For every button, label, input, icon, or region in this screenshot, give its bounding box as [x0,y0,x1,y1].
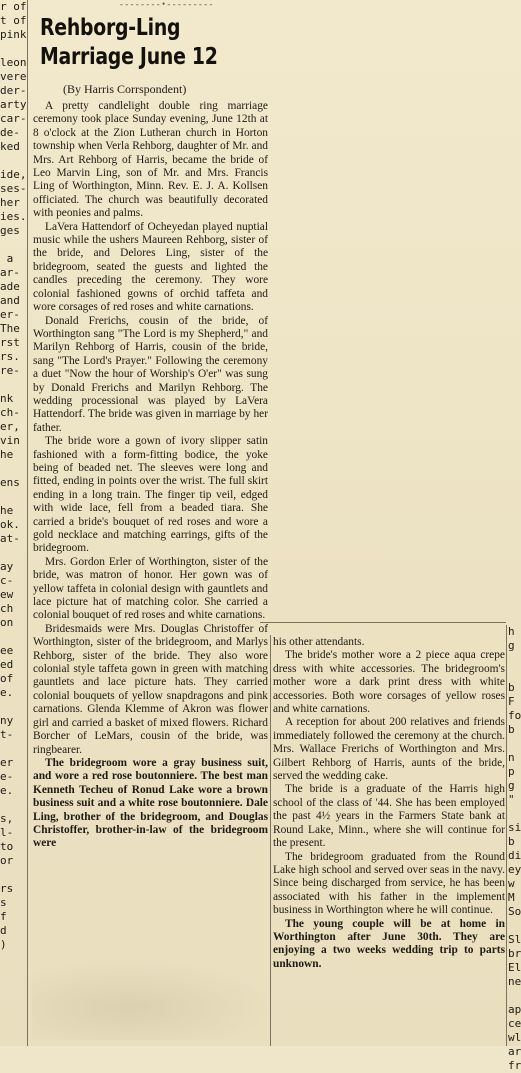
paragraph: his other attendants. [273,636,365,648]
paragraph: A reception for about 200 relatives and friends immediately followed the ceremony at the church. Mrs. Wallace Frerichs of Worthington and Mrs. Gilbert Rehborg of Harris, aunts of the bride, served the wedding cake. [273,716,505,783]
column-rule-left [27,0,28,1046]
paragraph: The bride wore a gown of ivory slipper satin fashioned with a form-fitting bodice, the yoke being of beaded net. The sleeves were long and fitted, ending in points over the wrist. The full skirt ending in a long train. The finger tip veil, edged with wide lace, fell from a beaded tiara. She carried a bride's bouquet of red roses and wore a gold necklace and matching earrings, gifts of the bridegroom. [33,435,268,555]
header-bullet: • [161,0,166,9]
paragraph: The bride's mother wore a 2 piece aqua crepe dress with white accessories. The bridegroom's mother wore a dark print dress with white accessories. Both wore corsages of yellow roses and white carnations. [273,649,505,716]
paragraph: Bridesmaids were Mrs. Douglas Christoffer of Worthington, sister of the bridegroom, and Marlys Rehborg, sister of the bride. They also wore colonial style taffeta gown in green with matching gauntlets and lace picture hats. They carried colonial bouquets of yellow snapdragons and pink carnations. Glenda Klemme of Akron was flower girl and carried a basket of mixed flowers. Richard Borcher of LeMars, cousin of the bride, was ringbearer. [33,622,268,756]
paragraph: LaVera Hattendorf of Ocheyedan played nuptial music while the ushers Maureen Rehborg, sister of the bride, and Delores Ling, sister of the bridegroom, seated the guests and lighted the candles preceding the ceremony. They wore colonial fashioned gowns of orchid taffeta and wore corsages of red roses and white carnations. [33,220,268,314]
column-rule-center [270,635,271,1046]
paragraph: Donald Frerichs, cousin of the bride, of Worthington sang "The Lord is my Shepherd," and Marilyn Rehborg of Harris, cousin of the bride, sang "The Lord's Prayer." Following the ceremony a duet "Now the hour of Worship's O'er" was sung by Donald Frerichs and Marilyn Rehborg. The wedding processional was played by LaVera Hattendorf. The bride was given in marriage by her father. [33,314,268,434]
paragraph: The bridegroom graduated from the Round Lake high school and served over seas in the navy. Since being discharged from service, he has been associated with his father in the implement business in Worthington where he will continue. [273,850,505,917]
article-byline: (By Harris Corrspondent) [63,82,187,96]
paragraph: The bride is a graduate of the Harris high school of the class of '44. She has been employed the past 4½ years in the Farmers State bank at Round Lake, Minn., where she will continue for the present. [273,783,505,850]
article-column-1 [33,100,268,851]
headline-line-1: Rehborg-Ling [40,15,181,41]
column-rule-right [506,625,507,1046]
paragraph: The young couple will be at home in Worthington after June 30th. They are enjoying a two weeks wedding trip to parts unknown. [273,917,505,970]
paragraph: A pretty candlelight double ring marriage ceremony took place Sunday evening, June 12th at 8 o'clock at the Zion Lutheran church in Horton township when Verla Rehborg, daughter of Mr. and Mrs. Art Rehborg of Harris, became the bride of Leo Marvin Ling, son of Mr. and Mrs. Francis Ling of Worthington, Minn. Rev. E. J. A. Kollsen officiated. The church was beautifully decorated with peonies and palms. [33,100,268,220]
paper-smudge [32,960,272,1040]
paragraph: Mrs. Gordon Erler of Worthington, sister of the bride, was matron of honor. Her gown was of yellow taffeta in colonial design with gauntlets and lace picture hat of matching color. She carried a colonial bouquet of red roses and white carnations. [33,555,268,622]
adjacent-column-fragment-left: r of t of pink leon vere der- arty car- de- ked ide, ses- her ies. ges a ar- ade and er- The rst rs. re- nk ch- er, vin he ens he ok. at- ay c- ew ch on ee ed of e. ny t- er e- e. s, l- to or rs s f d ) [0,0,27,951]
headline-line-2: Marriage June 12 [40,44,218,70]
article-headline [40,14,229,72]
article-column-2 [273,636,505,971]
paragraph: The bridegroom wore a gray business suit, and wore a red rose boutonniere. The best man Kenneth Techeu of Ronud Lake wore a brown business suit and a white rose boutonniere. Dale Ling, brother of the bridegroom, and Douglas Christoffer, brother-in-law of the bridegroom were [33,756,268,850]
adjacent-column-fragment-right: h g b F fo b n p g " si b di ey w M So Sl br El ne ap ce wl ar fr [508,625,521,1072]
header-divider: - - - - - - - - • - - - - - - - - - [120,0,213,9]
column-top-rule [260,622,506,623]
